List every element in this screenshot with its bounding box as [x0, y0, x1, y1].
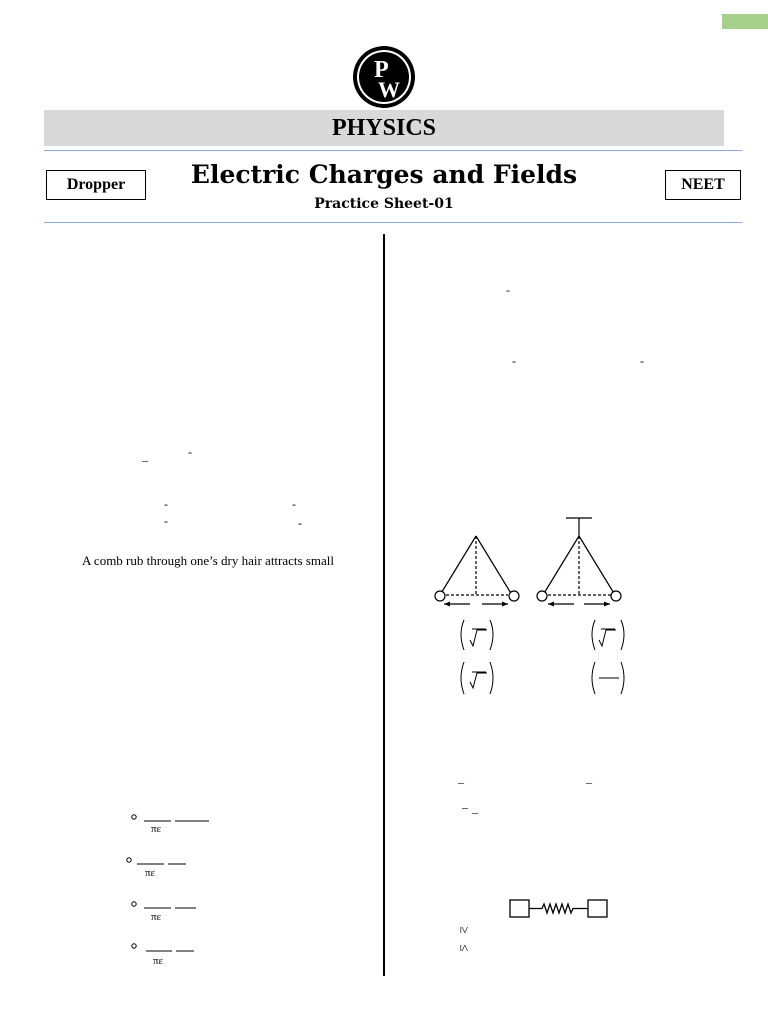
pendulum-diagrams: [430, 512, 630, 612]
fraction-bar: –: [462, 800, 468, 814]
header-rule-bottom: [44, 222, 742, 223]
overline-mark: -: [164, 514, 168, 528]
subject-banner: PHYSICS: [44, 110, 724, 146]
overline-mark: -: [298, 516, 302, 530]
corner-tab: [722, 14, 768, 29]
option-denominator: πε: [153, 955, 164, 967]
column-divider: [383, 234, 385, 976]
bracket-options: [455, 616, 635, 700]
chapter-title: Electric Charges and Fields: [190, 160, 578, 189]
comb-question-text: A comb rub through one’s dry hair attracts small: [82, 553, 335, 568]
overline-mark: -: [640, 354, 644, 368]
spring-block-diagram: [508, 896, 610, 922]
pw-logo: [352, 45, 416, 109]
option-denominator: πε: [145, 867, 156, 879]
option-denominator: πε: [151, 823, 162, 835]
option-denominator: πε: [151, 911, 162, 923]
overline-mark: -: [506, 283, 510, 297]
sheet-title: Practice Sheet-01: [314, 196, 454, 212]
overline-mark: -: [164, 497, 168, 511]
overline-mark: -: [512, 354, 516, 368]
fraction-bar: _: [472, 801, 478, 815]
header-rule-top: [44, 150, 742, 151]
svg-text:P: P: [374, 57, 389, 83]
overline-mark: -: [188, 445, 192, 459]
formula-options: [120, 810, 230, 970]
svg-text:W: W: [378, 77, 400, 102]
overline-mark: -: [292, 497, 296, 511]
fraction-bar: _: [586, 771, 592, 785]
neet-badge: NEET: [665, 170, 741, 200]
fraction-bar: _: [142, 449, 148, 463]
dropper-badge: Dropper: [46, 170, 146, 200]
inequality-mark: ≤: [457, 944, 473, 952]
inequality-mark: ≥: [457, 926, 473, 934]
fraction-bar: _: [458, 771, 464, 785]
